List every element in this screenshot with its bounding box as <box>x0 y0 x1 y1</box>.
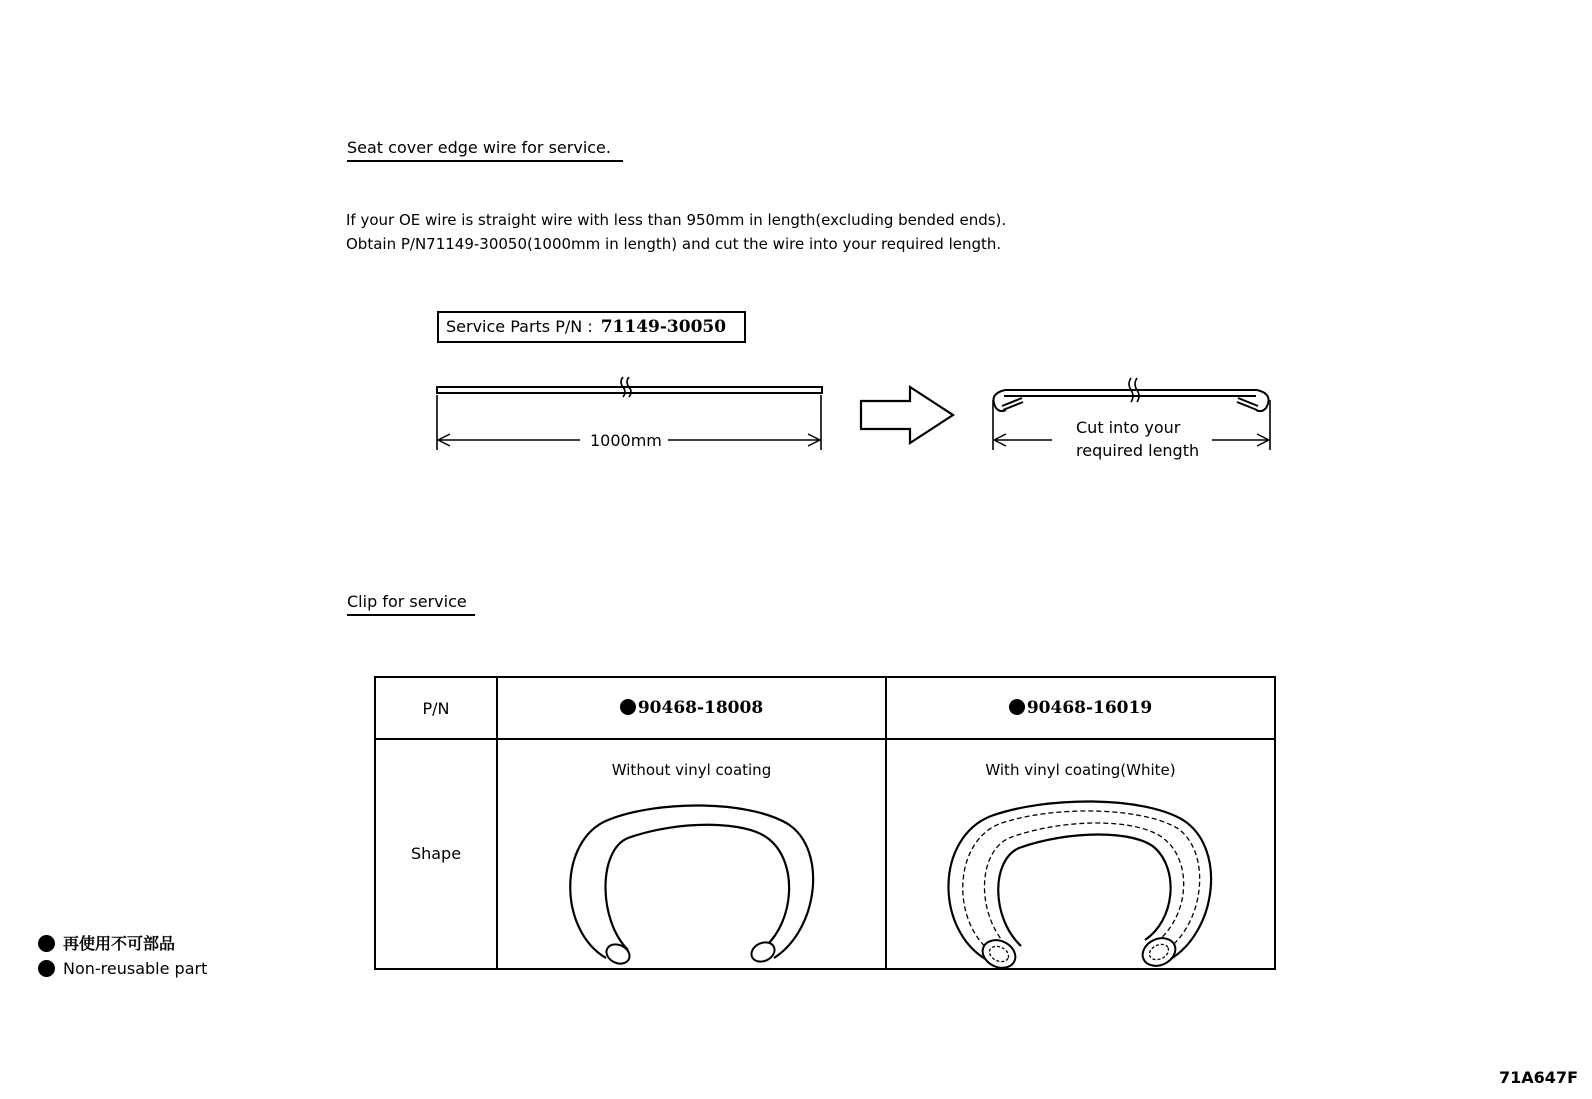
clip-without-coating-illustration <box>498 790 885 970</box>
shape-cell <box>497 739 886 969</box>
right-arrow-icon <box>861 387 953 443</box>
part-number: 90468-16019 <box>1026 698 1153 718</box>
shape-description: With vinyl coating(White) <box>985 761 1176 779</box>
non-reusable-dot-icon <box>38 960 55 977</box>
shape-cell <box>886 739 1275 969</box>
cut-label-line-2: required length <box>1076 441 1200 460</box>
clip-parts-table <box>374 676 1276 970</box>
part-number-cell <box>497 677 886 739</box>
non-reusable-dot-icon <box>38 935 55 952</box>
legend <box>38 931 207 981</box>
part-number: 90468-18008 <box>637 698 764 718</box>
pn-header: P/N <box>422 698 450 718</box>
clip-with-coating-illustration <box>887 790 1274 970</box>
bent-wire <box>993 378 1268 411</box>
non-reusable-dot-icon <box>620 699 636 715</box>
non-reusable-dot-icon <box>1009 699 1025 715</box>
shape-header-cell <box>375 739 497 969</box>
instruction-line-1: If your OE wire is straight wire with less than 950mm in length(excluding bended ends). <box>346 211 1007 229</box>
instruction-line-2: Obtain P/N71149-30050(1000mm in length) and cut the wire into your required length. <box>346 235 1002 253</box>
cut-label-line-1: Cut into your <box>1076 418 1181 437</box>
legend-english-label: Non-reusable part <box>63 959 208 978</box>
illustration-code: 71A647F <box>1499 1068 1578 1087</box>
part-number-cell <box>886 677 1275 739</box>
legend-item-english <box>38 956 207 981</box>
legend-item-japanese <box>38 931 207 956</box>
pn-header-cell <box>375 677 497 739</box>
clip-section-heading: Clip for service <box>347 592 475 616</box>
service-part-number: 71149-30050 <box>600 317 727 337</box>
shape-description: Without vinyl coating <box>611 761 772 779</box>
legend-japanese-label: 再使用不可部品 <box>63 934 176 953</box>
table-row <box>375 739 1275 969</box>
shape-header: Shape <box>410 843 462 863</box>
straight-wire <box>437 377 822 397</box>
length-label: 1000mm <box>590 431 662 450</box>
wire-section-heading: Seat cover edge wire for service. <box>347 138 623 162</box>
table-row <box>375 677 1275 739</box>
service-part-label: Service Parts P/N : <box>446 317 593 336</box>
